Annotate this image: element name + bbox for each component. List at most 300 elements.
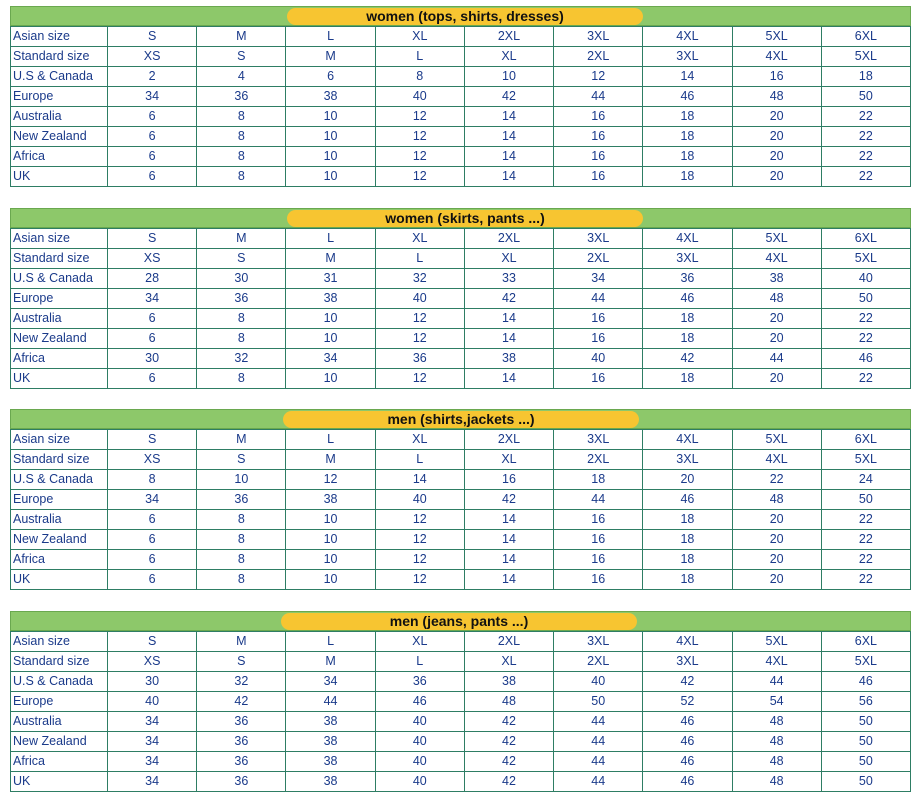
size-table [10,228,911,389]
row-label: Asian size [11,229,108,249]
table-row [11,450,911,470]
size-cell: 48 [732,752,821,772]
size-table-section [10,611,911,792]
row-label: Standard size [11,652,108,672]
size-cell: L [375,450,464,470]
size-cell: 5XL [821,652,910,672]
size-cell: 16 [554,369,643,389]
size-cell: 10 [464,67,553,87]
size-cell: 6 [108,127,197,147]
size-cell: 18 [643,107,732,127]
size-cell: 10 [286,167,375,187]
size-cell: 31 [286,269,375,289]
size-cell: S [108,430,197,450]
size-cell: 18 [643,550,732,570]
size-cell: M [197,27,286,47]
size-cell: 16 [464,470,553,490]
table-row [11,229,911,249]
size-cell: S [108,27,197,47]
row-label: UK [11,167,108,187]
size-cell: 44 [554,772,643,792]
size-table [10,26,911,187]
row-label: Africa [11,147,108,167]
size-cell: 46 [643,289,732,309]
size-cell: 6XL [821,632,910,652]
size-cell: 40 [375,772,464,792]
size-table [10,429,911,590]
size-cell: 16 [554,309,643,329]
size-cell: 8 [375,67,464,87]
size-cell: L [286,27,375,47]
size-cell: 18 [643,167,732,187]
size-cell: 44 [554,732,643,752]
size-cell: 14 [464,127,553,147]
size-cell: 18 [643,147,732,167]
size-cell: 48 [732,289,821,309]
size-cell: 46 [375,692,464,712]
size-cell: XL [464,249,553,269]
row-label: Standard size [11,450,108,470]
size-table [10,631,911,792]
size-cell: 8 [197,127,286,147]
size-cell: 3XL [643,450,732,470]
size-cell: M [197,229,286,249]
row-label: Australia [11,107,108,127]
size-cell: 6 [286,67,375,87]
size-cell: 36 [643,269,732,289]
size-cell: M [286,450,375,470]
size-cell: 16 [554,530,643,550]
size-cell: 36 [197,752,286,772]
size-cell: 3XL [643,652,732,672]
size-cell: XS [108,47,197,67]
size-cell: 6 [108,107,197,127]
row-label: U.S & Canada [11,470,108,490]
size-cell: 8 [197,510,286,530]
size-cell: XL [375,27,464,47]
size-cell: 8 [197,369,286,389]
table-row [11,147,911,167]
size-cell: 5XL [732,632,821,652]
table-row [11,430,911,450]
size-cell: 20 [732,530,821,550]
section-title: men (jeans, pants ...) [281,613,637,630]
size-cell: 20 [732,309,821,329]
table-row [11,47,911,67]
size-cell: S [197,249,286,269]
size-cell: 12 [375,530,464,550]
size-cell: L [375,47,464,67]
size-cell: 10 [197,470,286,490]
size-cell: 8 [197,147,286,167]
size-cell: 6 [108,147,197,167]
size-cell: 42 [464,87,553,107]
size-cell: 50 [554,692,643,712]
size-cell: 22 [821,570,910,590]
table-row [11,67,911,87]
size-cell: 2XL [464,229,553,249]
row-label: U.S & Canada [11,269,108,289]
size-cell: 14 [464,147,553,167]
size-cell: 24 [821,470,910,490]
size-cell: 22 [821,147,910,167]
size-cell: M [197,632,286,652]
size-cell: 10 [286,107,375,127]
table-row [11,329,911,349]
size-cell: 6XL [821,27,910,47]
size-cell: 12 [286,470,375,490]
size-cell: L [286,632,375,652]
size-cell: 4XL [732,47,821,67]
row-label: Australia [11,309,108,329]
section-title-bar [10,409,911,429]
size-cell: 42 [643,672,732,692]
size-cell: 50 [821,772,910,792]
table-row [11,550,911,570]
row-label: Asian size [11,632,108,652]
size-cell: 10 [286,309,375,329]
size-cell: 12 [554,67,643,87]
size-cell: 3XL [643,47,732,67]
size-cell: 8 [197,167,286,187]
size-cell: 3XL [643,249,732,269]
size-cell: 6XL [821,430,910,450]
size-cell: 6 [108,309,197,329]
size-cell: 22 [732,470,821,490]
size-cell: 34 [108,772,197,792]
row-label: Standard size [11,249,108,269]
size-cell: 44 [554,289,643,309]
size-cell: 8 [197,107,286,127]
table-row [11,470,911,490]
size-cell: 50 [821,712,910,732]
table-row [11,752,911,772]
size-cell: 12 [375,510,464,530]
row-label: Europe [11,289,108,309]
size-cell: 36 [197,772,286,792]
size-cell: 5XL [732,229,821,249]
table-row [11,712,911,732]
size-cell: 5XL [821,47,910,67]
size-cell: 3XL [554,430,643,450]
size-cell: 46 [643,752,732,772]
size-cell: 10 [286,550,375,570]
size-cell: 4XL [732,249,821,269]
row-label: Asian size [11,430,108,450]
size-cell: 38 [286,752,375,772]
size-cell: 44 [732,672,821,692]
size-cell: 4XL [643,229,732,249]
table-row [11,510,911,530]
size-cell: 16 [554,167,643,187]
size-cell: 40 [375,732,464,752]
size-cell: 22 [821,530,910,550]
size-cell: 48 [732,712,821,732]
size-cell: 38 [464,672,553,692]
row-label: New Zealand [11,530,108,550]
size-cell: 8 [108,470,197,490]
table-row [11,349,911,369]
size-cell: 46 [643,732,732,752]
size-cell: 10 [286,530,375,550]
size-cell: 18 [643,369,732,389]
size-cell: 6 [108,550,197,570]
size-cell: 12 [375,550,464,570]
size-cell: 40 [375,712,464,732]
size-cell: 48 [464,692,553,712]
size-cell: XL [375,229,464,249]
size-cell: 46 [643,87,732,107]
size-cell: L [375,652,464,672]
size-cell: 40 [375,752,464,772]
size-cell: 56 [821,692,910,712]
row-label: New Zealand [11,127,108,147]
size-cell: 12 [375,570,464,590]
size-cell: 38 [286,712,375,732]
table-row [11,249,911,269]
size-cell: 6 [108,369,197,389]
size-table-section [10,208,911,389]
size-cell: 50 [821,87,910,107]
size-cell: 48 [732,732,821,752]
size-cell: 46 [643,772,732,792]
table-row [11,732,911,752]
size-cell: 40 [821,269,910,289]
size-cell: 46 [643,712,732,732]
section-title-bar [10,611,911,631]
size-cell: 20 [732,147,821,167]
size-cell: 48 [732,87,821,107]
size-cell: 34 [108,712,197,732]
row-label: Asian size [11,27,108,47]
size-cell: 12 [375,329,464,349]
size-cell: 38 [286,772,375,792]
size-cell: 38 [286,490,375,510]
table-row [11,692,911,712]
table-row [11,490,911,510]
row-label: Africa [11,752,108,772]
size-cell: 30 [108,349,197,369]
size-cell: 42 [643,349,732,369]
size-cell: 38 [732,269,821,289]
size-cell: 32 [197,349,286,369]
table-row [11,87,911,107]
size-cell: 8 [197,550,286,570]
size-cell: 22 [821,167,910,187]
row-label: Europe [11,87,108,107]
size-cell: 14 [464,369,553,389]
size-cell: XS [108,652,197,672]
size-cell: M [197,430,286,450]
size-cell: 10 [286,369,375,389]
size-cell: 14 [464,570,553,590]
table-row [11,369,911,389]
size-cell: 18 [554,470,643,490]
size-cell: 20 [732,570,821,590]
size-cell: 3XL [554,229,643,249]
size-cell: 48 [732,490,821,510]
size-cell: 14 [464,510,553,530]
size-cell: 16 [554,147,643,167]
size-cell: 14 [464,329,553,349]
size-cell: 40 [375,289,464,309]
size-cell: XS [108,450,197,470]
size-cell: XL [464,652,553,672]
size-cell: 30 [197,269,286,289]
size-cell: 34 [108,752,197,772]
size-cell: 22 [821,127,910,147]
size-cell: 8 [197,309,286,329]
size-cell: 2XL [464,430,553,450]
row-label: UK [11,772,108,792]
size-cell: 44 [554,490,643,510]
size-cell: 4XL [643,430,732,450]
size-cell: 34 [108,732,197,752]
size-cell: 36 [197,490,286,510]
size-cell: L [286,430,375,450]
table-row [11,309,911,329]
size-cell: 36 [197,289,286,309]
size-cell: 36 [375,672,464,692]
size-cell: 34 [108,87,197,107]
row-label: U.S & Canada [11,672,108,692]
size-cell: 46 [643,490,732,510]
row-label: Africa [11,349,108,369]
size-cell: 16 [554,510,643,530]
size-cell: XL [375,430,464,450]
size-cell: 14 [375,470,464,490]
size-cell: 6 [108,570,197,590]
size-cell: 22 [821,369,910,389]
size-cell: 6 [108,510,197,530]
size-cell: 14 [643,67,732,87]
size-cell: 34 [286,672,375,692]
size-cell: 6 [108,167,197,187]
size-cell: 12 [375,107,464,127]
size-cell: 28 [108,269,197,289]
size-cell: 22 [821,510,910,530]
size-cell: 33 [464,269,553,289]
size-cell: S [197,450,286,470]
size-table-section [10,409,911,590]
size-cell: 34 [108,490,197,510]
table-row [11,530,911,550]
size-cell: 16 [554,107,643,127]
size-cell: 32 [375,269,464,289]
size-cell: 10 [286,570,375,590]
section-title-bar [10,6,911,26]
size-cell: 54 [732,692,821,712]
size-cell: 12 [375,147,464,167]
size-cell: 16 [732,67,821,87]
size-cell: 14 [464,309,553,329]
size-cell: 44 [554,712,643,732]
size-cell: 18 [643,530,732,550]
size-cell: 44 [554,87,643,107]
size-cell: 6 [108,329,197,349]
size-cell: 18 [643,309,732,329]
size-cell: 12 [375,369,464,389]
size-cell: 44 [732,349,821,369]
table-row [11,672,911,692]
size-cell: L [286,229,375,249]
size-cell: 20 [732,167,821,187]
row-label: U.S & Canada [11,67,108,87]
section-title: men (shirts,jackets ...) [283,411,639,428]
size-cell: 34 [286,349,375,369]
size-cell: 10 [286,147,375,167]
size-cell: 6 [108,530,197,550]
row-label: Europe [11,490,108,510]
size-cell: M [286,47,375,67]
size-cell: 5XL [821,450,910,470]
size-cell: 38 [464,349,553,369]
size-cell: 12 [375,127,464,147]
size-cell: S [197,652,286,672]
size-cell: 5XL [732,430,821,450]
size-cell: 12 [375,309,464,329]
size-cell: 42 [197,692,286,712]
size-cell: 38 [286,87,375,107]
size-cell: 8 [197,530,286,550]
size-cell: 20 [732,510,821,530]
size-cell: L [375,249,464,269]
size-cell: 38 [286,732,375,752]
size-cell: 12 [375,167,464,187]
table-row [11,570,911,590]
size-cell: 16 [554,570,643,590]
size-cell: 5XL [821,249,910,269]
size-cell: 20 [732,127,821,147]
size-cell: 22 [821,107,910,127]
size-cell: 2XL [464,632,553,652]
row-label: New Zealand [11,329,108,349]
table-row [11,167,911,187]
table-row [11,652,911,672]
size-cell: 42 [464,772,553,792]
size-cell: 16 [554,550,643,570]
size-cell: 44 [554,752,643,772]
size-cell: 36 [197,732,286,752]
size-cell: 40 [108,692,197,712]
size-cell: 22 [821,309,910,329]
size-cell: 16 [554,329,643,349]
size-cell: 18 [821,67,910,87]
size-cell: 50 [821,289,910,309]
size-cell: XS [108,249,197,269]
table-row [11,127,911,147]
size-cell: 4XL [643,632,732,652]
size-cell: 6XL [821,229,910,249]
section-title: women (tops, shirts, dresses) [287,8,643,25]
row-label: Standard size [11,47,108,67]
table-row [11,772,911,792]
size-cell: 2XL [554,249,643,269]
size-cell: 36 [197,712,286,732]
size-cell: XL [464,47,553,67]
size-cell: 14 [464,550,553,570]
row-label: UK [11,369,108,389]
size-cell: 20 [643,470,732,490]
size-cell: 4XL [732,652,821,672]
size-cell: 38 [286,289,375,309]
size-cell: 4XL [643,27,732,47]
table-row [11,632,911,652]
size-cell: 40 [375,490,464,510]
section-title-bar [10,208,911,228]
size-cell: 36 [375,349,464,369]
size-cell: XL [375,632,464,652]
